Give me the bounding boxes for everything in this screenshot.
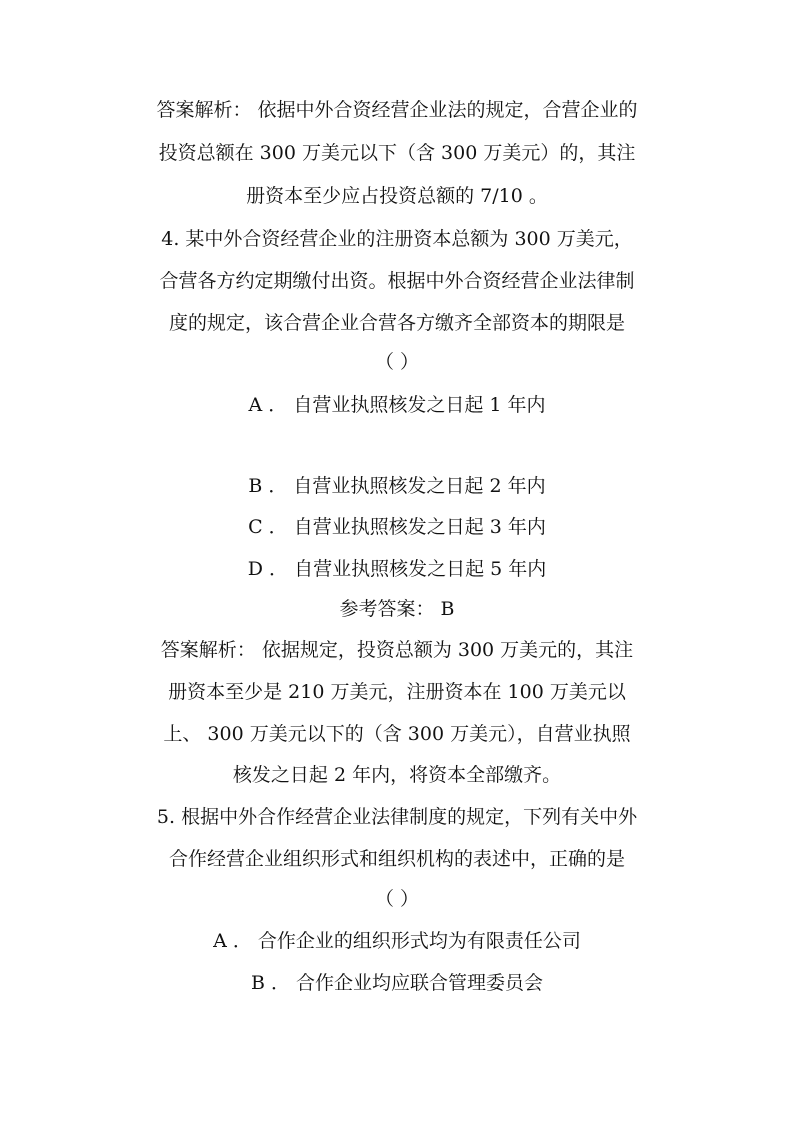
answer-explanation-3-line-1: 答案解析： 依据中外合资经营企业法的规定，合营企业的 — [156, 99, 638, 121]
question-4-reference-answer: 参考答案： B — [339, 598, 455, 620]
question-4-option-c: C ． 自营业执照核发之日起 3 年内 — [248, 516, 546, 538]
question-4-line-1: 4. 某中外合资经营企业的注册资本总额为 300 万美元， — [161, 228, 633, 250]
question-5-blank: （ ） — [374, 888, 420, 910]
answer-explanation-3-line-2: 投资总额在 300 万美元以下（含 300 万美元）的，其注 — [158, 142, 636, 164]
question-4-blank: （ ） — [374, 351, 420, 373]
question-4-line-3: 度的规定，该合营企业合营各方缴齐全部资本的期限是 — [168, 312, 625, 334]
question-5-line-1: 5. 根据中外合作经营企业法律制度的规定，下列有关中外 — [156, 806, 638, 828]
question-4-line-2: 合营各方约定期缴付出资。根据中外合资经营企业法律制 — [159, 270, 635, 292]
answer-explanation-4-line-1: 答案解析： 依据规定，投资总额为 300 万美元的，其注 — [160, 639, 634, 661]
question-5-line-2: 合作经营企业组织形式和组织机构的表述中，正确的是 — [168, 848, 625, 870]
answer-explanation-4-line-3: 上、 300 万美元以下的（含 300 万美元），自营业执照 — [163, 723, 631, 745]
question-5-option-a: A ． 合作企业的组织形式均为有限责任公司 — [213, 930, 581, 952]
answer-explanation-4-line-4: 核发之日起 2 年内，将资本全部缴齐。 — [232, 764, 562, 786]
question-4-option-d: D ． 自营业执照核发之日起 5 年内 — [247, 558, 547, 580]
question-5-option-b: B ． 合作企业均应联合管理委员会 — [250, 972, 544, 994]
question-4-option-a: A ． 自营业执照核发之日起 1 年内 — [248, 394, 546, 416]
answer-explanation-3-line-3: 册资本至少应占投资总额的 7/10 。 — [246, 185, 548, 207]
answer-explanation-4-line-2: 册资本至少是 210 万美元，注册资本在 100 万美元以 — [168, 681, 626, 703]
question-4-option-b: B ． 自营业执照核发之日起 2 年内 — [248, 475, 546, 497]
